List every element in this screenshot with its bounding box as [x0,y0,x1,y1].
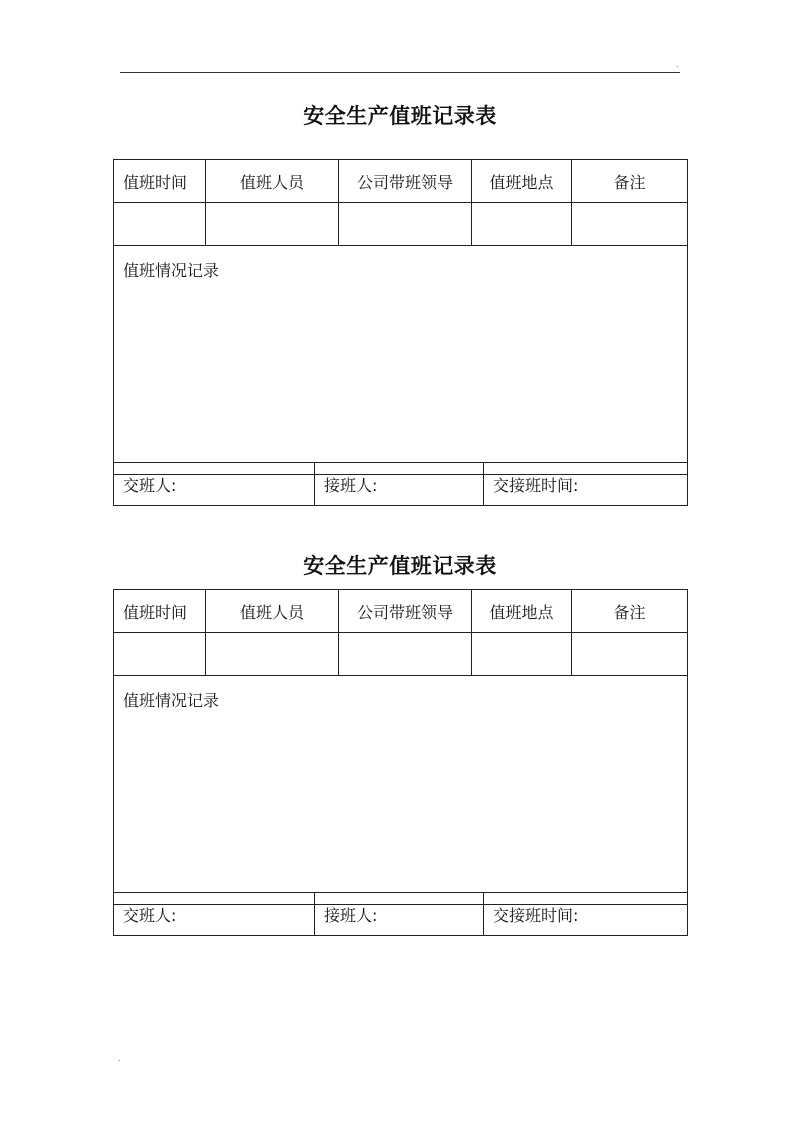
handover-person-label: 交班人: [123,475,177,495]
entry-duty-time[interactable] [114,633,206,676]
entry-duty-staff[interactable] [206,633,339,676]
header-row [114,590,688,633]
handover-person-label: 交班人: [123,905,177,925]
header-duty-staff: 值班人员 [206,160,339,203]
entry-remarks[interactable] [572,203,688,246]
header-remarks: 备注 [572,590,688,633]
handover-person-field[interactable] [114,893,315,936]
record-row [114,676,688,905]
entry-row [114,633,688,676]
entry-leading-manager[interactable] [339,633,472,676]
handover-row [114,463,688,506]
page-mark-top: . [676,60,679,69]
header-duty-staff: 值班人员 [206,590,339,633]
handover-table [113,892,688,936]
form-title: 安全生产值班记录表 [303,103,497,128]
handover-table [113,462,688,506]
duty-record-label: 值班情况记录 [123,691,220,710]
header-rule [120,72,680,73]
handover-person-field[interactable] [114,463,315,506]
handover-time-label: 交接班时间: [493,475,579,495]
duty-record-field[interactable] [114,676,688,905]
handover-time-field[interactable] [484,463,688,506]
header-duty-time: 值班时间 [114,160,206,203]
receiver-person-field[interactable] [315,893,484,936]
header-leading-manager: 公司带班领导 [339,590,472,633]
header-duty-location: 值班地点 [472,160,572,203]
entry-duty-time[interactable] [114,203,206,246]
receiver-person-label: 接班人: [324,905,378,925]
entry-leading-manager[interactable] [339,203,472,246]
header-row [114,160,688,203]
duty-record-label: 值班情况记录 [123,261,220,280]
record-row [114,246,688,475]
handover-time-field[interactable] [484,893,688,936]
receiver-person-label: 接班人: [324,475,378,495]
entry-duty-location[interactable] [472,633,572,676]
header-duty-location: 值班地点 [472,590,572,633]
handover-row [114,893,688,936]
entry-duty-staff[interactable] [206,203,339,246]
entry-duty-location[interactable] [472,203,572,246]
header-duty-time: 值班时间 [114,590,206,633]
form-title: 安全生产值班记录表 [303,553,497,578]
duty-record-field[interactable] [114,246,688,475]
handover-time-label: 交接班时间: [493,905,579,925]
entry-row [114,203,688,246]
duty-info-table [113,159,688,475]
duty-info-table [113,589,688,905]
header-remarks: 备注 [572,160,688,203]
page-mark-bottom: . [118,1054,121,1063]
receiver-person-field[interactable] [315,463,484,506]
header-leading-manager: 公司带班领导 [339,160,472,203]
entry-remarks[interactable] [572,633,688,676]
